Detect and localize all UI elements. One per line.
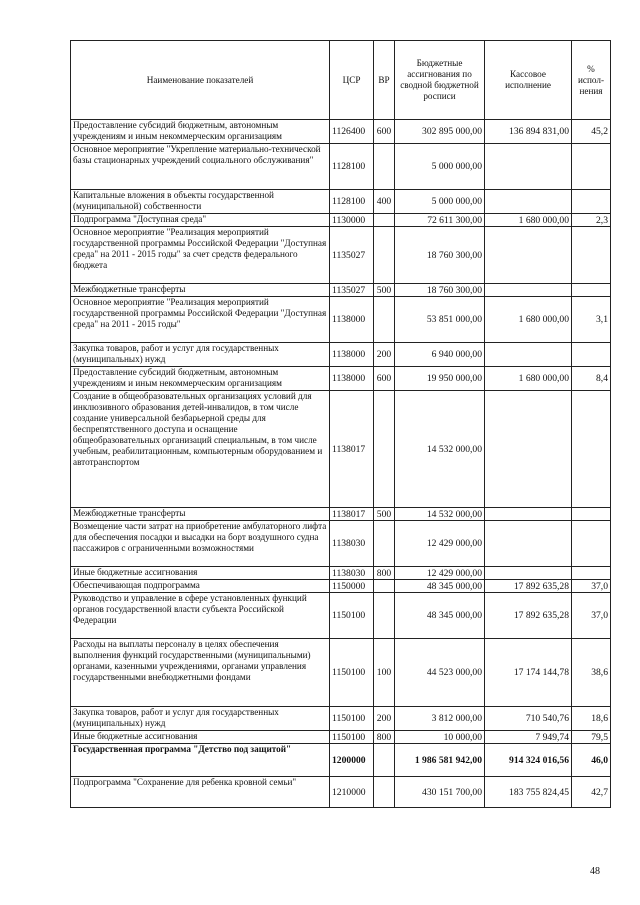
table-row	[71, 391, 611, 508]
row-vr: 500	[374, 508, 395, 521]
row-cash-execution: 17 892 635,28	[485, 593, 572, 639]
row-percent	[572, 391, 611, 508]
row-name: Подпрограмма "Доступная среда"	[71, 214, 330, 227]
row-csr: 1150100	[330, 639, 374, 707]
row-percent: 18,6	[572, 707, 611, 731]
row-assignments: 48 345 000,00	[395, 593, 485, 639]
row-percent	[572, 567, 611, 580]
row-name: Основное мероприятие "Укрепление материально-технической базы стационарных учреждений социального обслуживания"	[71, 144, 330, 190]
row-cash-execution	[485, 343, 572, 367]
budget-execution-table	[70, 40, 611, 808]
row-csr: 1138030	[330, 521, 374, 567]
row-vr	[374, 777, 395, 808]
row-assignments: 12 429 000,00	[395, 567, 485, 580]
row-csr: 1138000	[330, 343, 374, 367]
row-percent: 46,0	[572, 744, 611, 777]
table-row	[71, 580, 611, 593]
table-row	[71, 214, 611, 227]
header-cash-execution: Кассовое исполнение	[485, 41, 572, 120]
row-percent: 45,2	[572, 120, 611, 144]
row-percent: 8,4	[572, 367, 611, 391]
row-percent: 3,1	[572, 297, 611, 343]
row-assignments: 18 760 300,00	[395, 284, 485, 297]
row-assignments: 3 812 000,00	[395, 707, 485, 731]
table-row	[71, 120, 611, 144]
table-row	[71, 777, 611, 808]
table-row	[71, 731, 611, 744]
row-assignments: 5 000 000,00	[395, 190, 485, 214]
table-row	[71, 508, 611, 521]
row-assignments: 72 611 300,00	[395, 214, 485, 227]
table-row	[71, 367, 611, 391]
row-name: Создание в общеобразовательных организациях условий для инклюзивного образования детей-инвалидов, в том числе создание универсальной безбарьерной среды для беспрепятственного доступа и оснащение общеобразовательных организаций специальным, в том числе учебным, реабилитационным, компьютерным оборудованием и автотранспортом	[71, 391, 330, 508]
row-cash-execution: 183 755 824,45	[485, 777, 572, 808]
table-row	[71, 190, 611, 214]
row-assignments: 19 950 000,00	[395, 367, 485, 391]
row-csr: 1126400	[330, 120, 374, 144]
row-cash-execution: 1 680 000,00	[485, 214, 572, 227]
row-vr: 200	[374, 707, 395, 731]
table-row	[71, 567, 611, 580]
row-csr: 1150100	[330, 731, 374, 744]
row-vr: 600	[374, 120, 395, 144]
row-percent: 2,3	[572, 214, 611, 227]
row-csr: 1150100	[330, 593, 374, 639]
row-csr: 1210000	[330, 777, 374, 808]
row-name: Иные бюджетные ассигнования	[71, 567, 330, 580]
row-vr	[374, 297, 395, 343]
row-name: Подпрограмма "Сохранение для ребенка кровной семьи"	[71, 777, 330, 808]
row-assignments: 44 523 000,00	[395, 639, 485, 707]
row-name: Основное мероприятие "Реализация мероприятий государственной программы Российской Федерации "Доступная среда" на 2011 - 2015 годы" за счет средств федерального бюджета	[71, 227, 330, 284]
row-csr: 1200000	[330, 744, 374, 777]
row-vr	[374, 521, 395, 567]
row-name: Предоставление субсидий бюджетным, автономным учреждениям и иным некоммерческим организациям	[71, 120, 330, 144]
row-name: Капитальные вложения в объекты государственной (муниципальной) собственности	[71, 190, 330, 214]
table-row	[71, 744, 611, 777]
row-cash-execution: 17 174 144,78	[485, 639, 572, 707]
header-vr: ВР	[374, 41, 395, 120]
row-name: Закупка товаров, работ и услуг для государственных (муниципальных) нужд	[71, 343, 330, 367]
row-vr: 400	[374, 190, 395, 214]
row-vr	[374, 391, 395, 508]
row-percent	[572, 144, 611, 190]
row-cash-execution: 136 894 831,00	[485, 120, 572, 144]
row-assignments: 18 760 300,00	[395, 227, 485, 284]
row-vr: 200	[374, 343, 395, 367]
row-percent: 38,6	[572, 639, 611, 707]
row-name: Основное мероприятие "Реализация мероприятий государственной программы Российской Федерации "Доступная среда" на 2011 - 2015 годы"	[71, 297, 330, 343]
row-csr: 1128100	[330, 144, 374, 190]
row-cash-execution	[485, 190, 572, 214]
row-assignments: 14 532 000,00	[395, 391, 485, 508]
row-name: Руководство и управление в сфере установленных функций органов государственной власти субъекта Российской Федерации	[71, 593, 330, 639]
row-csr: 1138030	[330, 567, 374, 580]
row-csr: 1135027	[330, 227, 374, 284]
table-header-row	[71, 41, 611, 120]
row-name: Межбюджетные трансферты	[71, 508, 330, 521]
row-cash-execution	[485, 284, 572, 297]
row-vr	[374, 214, 395, 227]
row-csr: 1130000	[330, 214, 374, 227]
table-row	[71, 707, 611, 731]
row-percent	[572, 284, 611, 297]
row-percent	[572, 227, 611, 284]
row-name: Государственная программа "Детство под защитой"	[71, 744, 330, 777]
row-vr	[374, 580, 395, 593]
row-cash-execution: 1 680 000,00	[485, 297, 572, 343]
table-row	[71, 639, 611, 707]
row-cash-execution: 710 540,76	[485, 707, 572, 731]
row-vr	[374, 744, 395, 777]
table-row	[71, 593, 611, 639]
row-csr: 1150100	[330, 707, 374, 731]
row-cash-execution	[485, 521, 572, 567]
row-vr: 500	[374, 284, 395, 297]
row-name: Предоставление субсидий бюджетным, автономным учреждениям и иным некоммерческим организациям	[71, 367, 330, 391]
row-csr: 1128100	[330, 190, 374, 214]
table-row	[71, 227, 611, 284]
page-number: 48	[590, 866, 600, 877]
row-assignments: 48 345 000,00	[395, 580, 485, 593]
row-assignments: 53 851 000,00	[395, 297, 485, 343]
row-assignments: 10 000,00	[395, 731, 485, 744]
row-name: Закупка товаров, работ и услуг для государственных (муниципальных) нужд	[71, 707, 330, 731]
row-name: Обеспечивающая подпрограмма	[71, 580, 330, 593]
row-percent: 37,0	[572, 593, 611, 639]
row-csr: 1138017	[330, 508, 374, 521]
row-assignments: 14 532 000,00	[395, 508, 485, 521]
row-percent: 42,7	[572, 777, 611, 808]
table-row	[71, 297, 611, 343]
row-vr: 800	[374, 567, 395, 580]
table-row	[71, 284, 611, 297]
row-vr: 600	[374, 367, 395, 391]
table-row	[71, 343, 611, 367]
row-assignments: 12 429 000,00	[395, 521, 485, 567]
row-csr: 1138000	[330, 367, 374, 391]
row-vr	[374, 227, 395, 284]
row-percent	[572, 343, 611, 367]
row-vr: 800	[374, 731, 395, 744]
header-percent: % испол-нения	[572, 41, 611, 120]
row-name: Межбюджетные трансферты	[71, 284, 330, 297]
row-cash-execution	[485, 227, 572, 284]
row-cash-execution	[485, 391, 572, 508]
row-csr: 1138000	[330, 297, 374, 343]
row-cash-execution	[485, 567, 572, 580]
row-name: Возмещение части затрат на приобретение амбулаторного лифта для обеспечения посадки и высадки на борт воздушного судна пассажиров с ограниченными возможностями	[71, 521, 330, 567]
header-assignments: Бюджетные ассигнования по сводной бюджетной росписи	[395, 41, 485, 120]
row-assignments: 5 000 000,00	[395, 144, 485, 190]
row-assignments: 302 895 000,00	[395, 120, 485, 144]
row-assignments: 430 151 700,00	[395, 777, 485, 808]
row-cash-execution: 1 680 000,00	[485, 367, 572, 391]
header-csr: ЦСР	[330, 41, 374, 120]
row-assignments: 1 986 581 942,00	[395, 744, 485, 777]
table-row	[71, 144, 611, 190]
row-name: Иные бюджетные ассигнования	[71, 731, 330, 744]
row-vr	[374, 144, 395, 190]
row-vr	[374, 593, 395, 639]
row-percent: 79,5	[572, 731, 611, 744]
row-name: Расходы на выплаты персоналу в целях обеспечения выполнения функций государственными (муниципальными) органами, казенными учреждениями, органами управления государственными внебюджетными фондами	[71, 639, 330, 707]
table-row	[71, 521, 611, 567]
row-cash-execution	[485, 508, 572, 521]
row-csr: 1135027	[330, 284, 374, 297]
row-vr: 100	[374, 639, 395, 707]
row-percent: 37,0	[572, 580, 611, 593]
row-percent	[572, 190, 611, 214]
row-cash-execution: 7 949,74	[485, 731, 572, 744]
row-cash-execution	[485, 144, 572, 190]
row-csr: 1138017	[330, 391, 374, 508]
row-percent	[572, 521, 611, 567]
row-percent	[572, 508, 611, 521]
header-name: Наименование показателей	[71, 41, 330, 120]
row-csr: 1150000	[330, 580, 374, 593]
row-cash-execution: 17 892 635,28	[485, 580, 572, 593]
row-cash-execution: 914 324 016,56	[485, 744, 572, 777]
row-assignments: 6 940 000,00	[395, 343, 485, 367]
